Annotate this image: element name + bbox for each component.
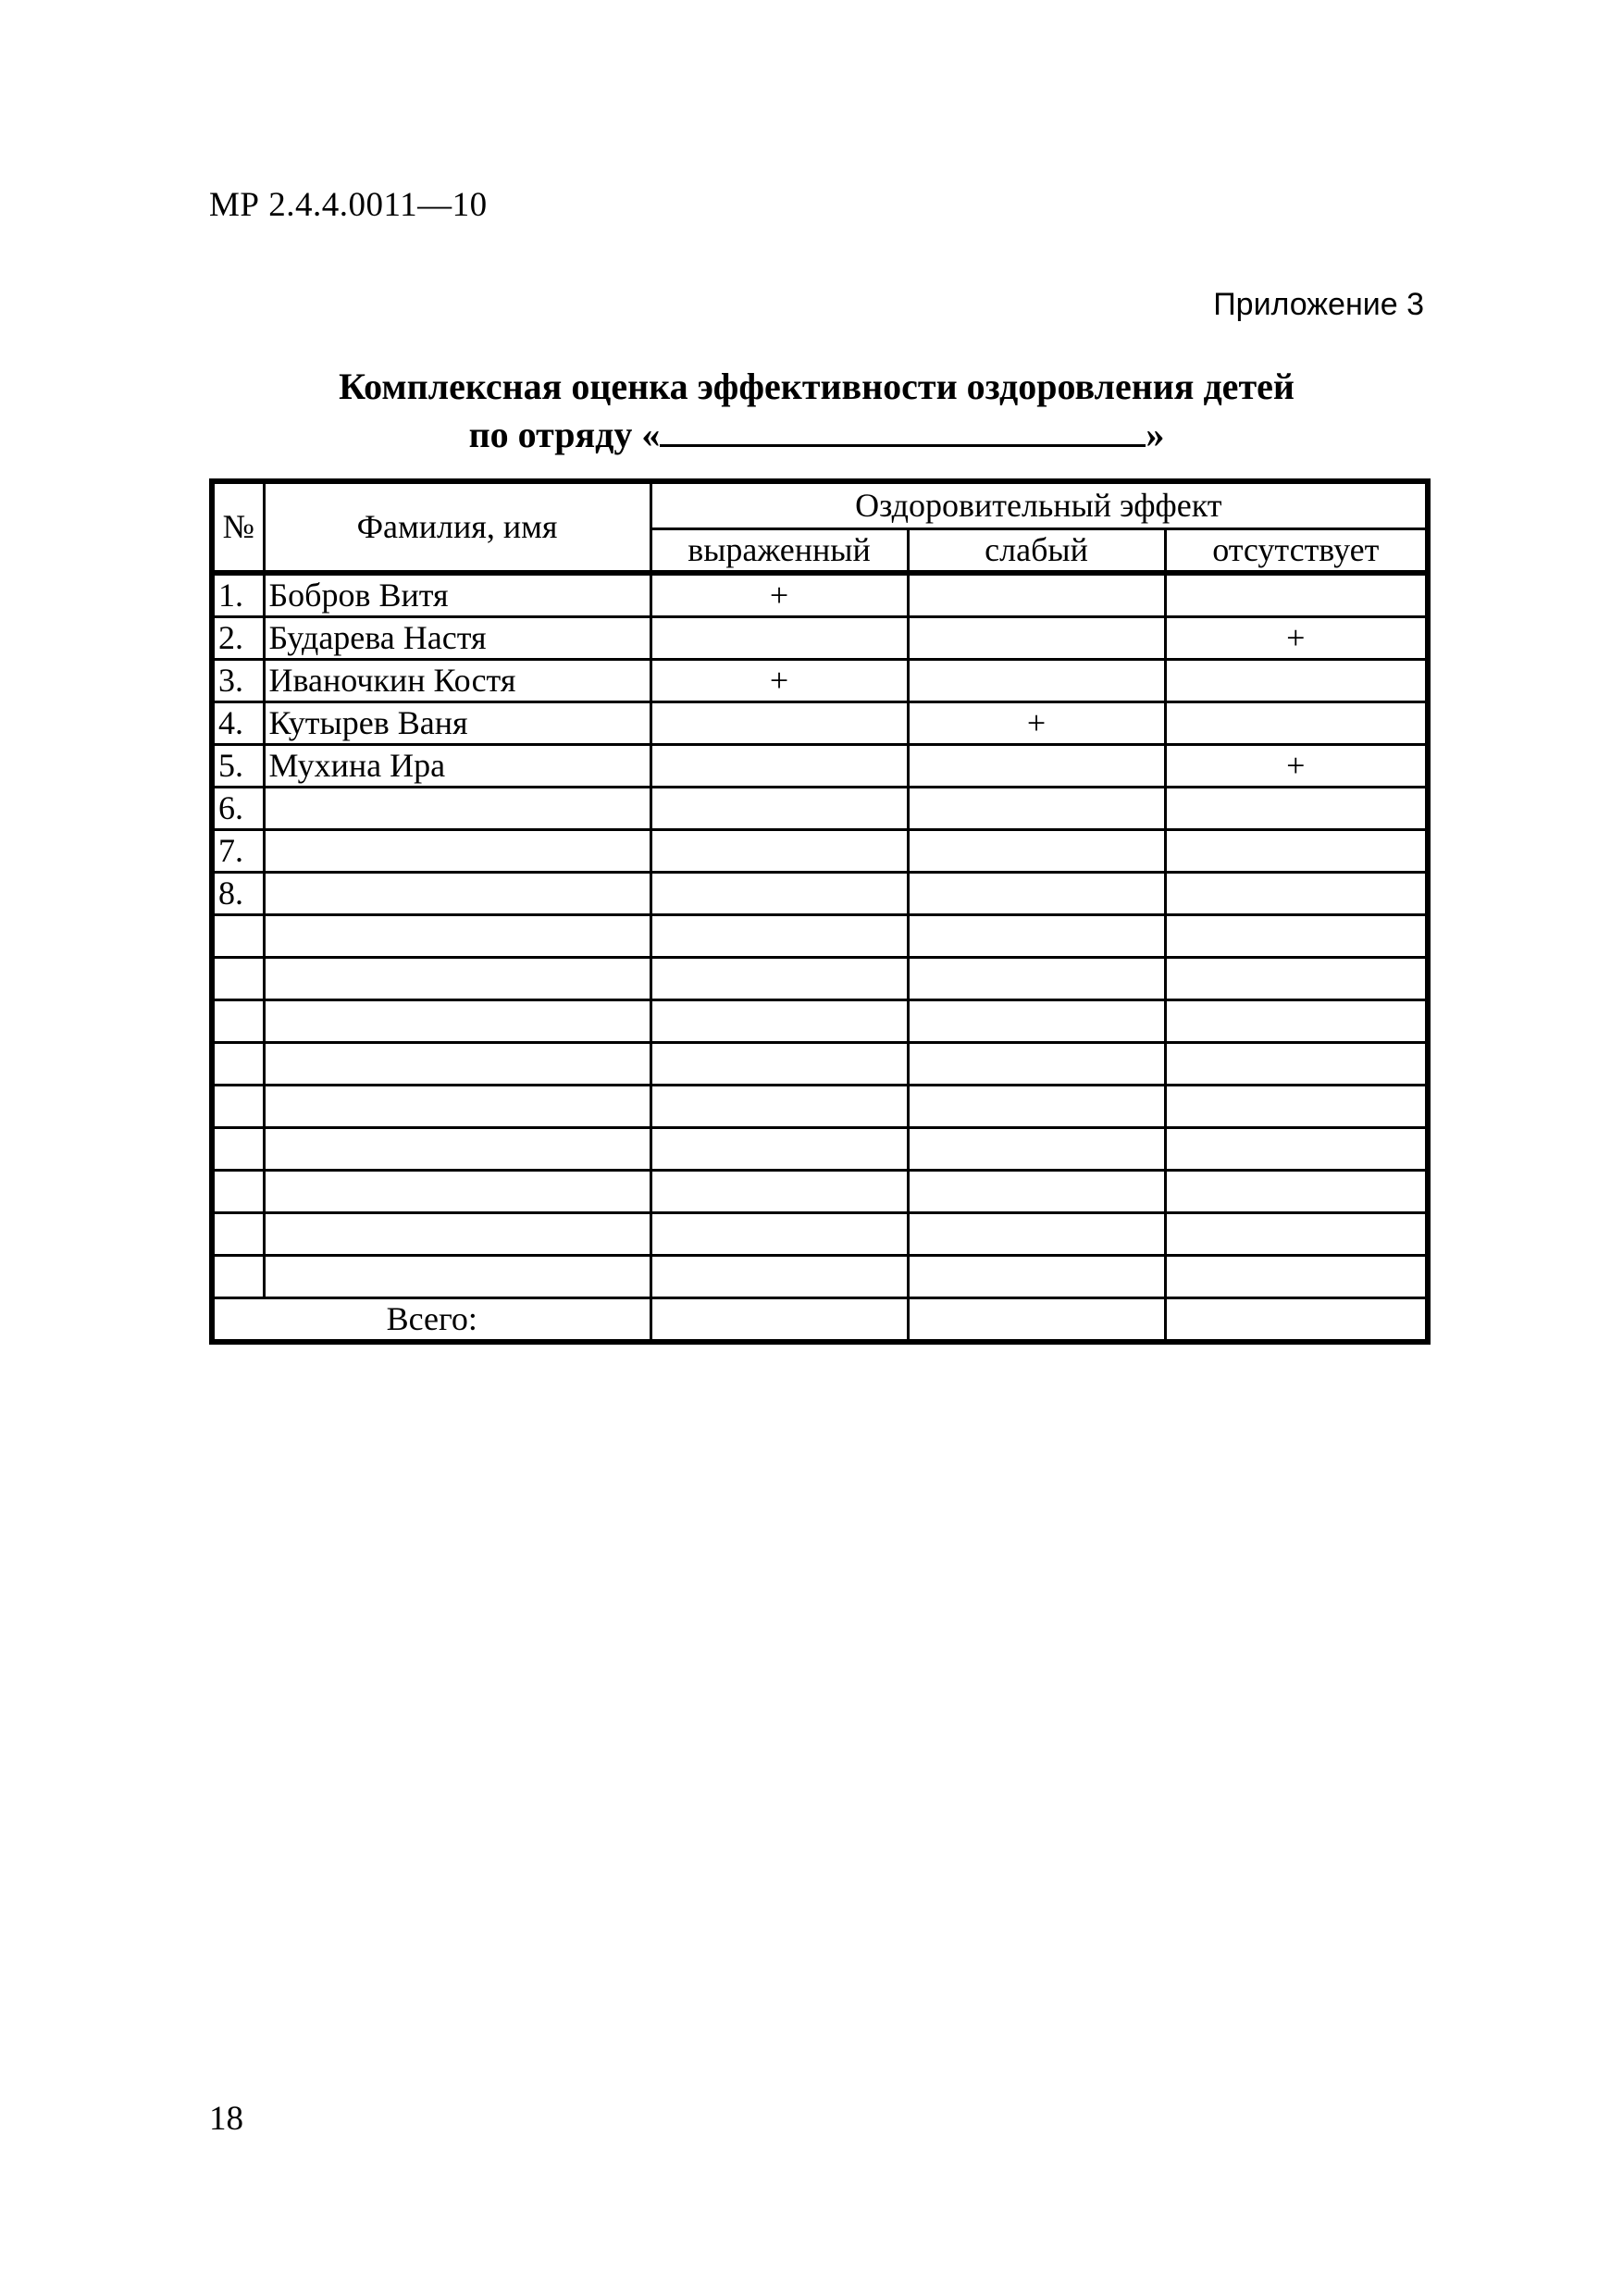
row-name[interactable] xyxy=(264,1128,650,1171)
mark-weak[interactable] xyxy=(908,660,1165,702)
evaluation-table xyxy=(209,478,1431,1345)
page-number: 18 xyxy=(209,2100,243,2138)
mark-weak[interactable] xyxy=(908,573,1165,617)
row-number xyxy=(212,1171,264,1213)
mark-weak[interactable] xyxy=(908,873,1165,915)
mark-absent[interactable] xyxy=(1165,702,1428,745)
row-name[interactable] xyxy=(264,1043,650,1086)
mark-pronounced[interactable] xyxy=(650,1213,908,1256)
table-row xyxy=(212,617,1428,660)
table-row xyxy=(212,573,1428,617)
title-prefix: по отряду « xyxy=(468,414,661,455)
row-number: 3. xyxy=(212,660,264,702)
table-row xyxy=(212,702,1428,745)
mark-pronounced[interactable]: + xyxy=(650,660,908,702)
header-absent: отсутствует xyxy=(1165,529,1428,574)
row-number xyxy=(212,1256,264,1298)
mark-pronounced[interactable] xyxy=(650,1256,908,1298)
row-name[interactable]: Мухина Ира xyxy=(264,745,650,788)
mark-absent[interactable] xyxy=(1165,915,1428,958)
header-number: № xyxy=(212,481,264,573)
row-number: 7. xyxy=(212,830,264,873)
total-pronounced[interactable] xyxy=(650,1298,908,1343)
table-row xyxy=(212,873,1428,915)
row-number: 6. xyxy=(212,788,264,830)
mark-pronounced[interactable] xyxy=(650,873,908,915)
row-name[interactable] xyxy=(264,788,650,830)
mark-weak[interactable] xyxy=(908,915,1165,958)
mark-absent[interactable] xyxy=(1165,1213,1428,1256)
mark-weak[interactable] xyxy=(908,1256,1165,1298)
mark-pronounced[interactable] xyxy=(650,1086,908,1128)
table-row xyxy=(212,1086,1428,1128)
row-name[interactable] xyxy=(264,1171,650,1213)
table-row xyxy=(212,958,1428,1000)
mark-pronounced[interactable] xyxy=(650,915,908,958)
mark-pronounced[interactable]: + xyxy=(650,573,908,617)
mark-pronounced[interactable] xyxy=(650,1043,908,1086)
table-row xyxy=(212,830,1428,873)
row-name[interactable] xyxy=(264,830,650,873)
mark-pronounced[interactable] xyxy=(650,745,908,788)
table-body xyxy=(212,573,1428,1298)
row-name[interactable] xyxy=(264,1256,650,1298)
mark-pronounced[interactable] xyxy=(650,830,908,873)
mark-absent[interactable] xyxy=(1165,788,1428,830)
table-row xyxy=(212,1128,1428,1171)
table-row xyxy=(212,1171,1428,1213)
title-line-2 xyxy=(209,411,1424,459)
mark-absent[interactable] xyxy=(1165,1171,1428,1213)
total-row xyxy=(212,1298,1428,1343)
row-number xyxy=(212,958,264,1000)
mark-absent[interactable] xyxy=(1165,958,1428,1000)
row-name[interactable] xyxy=(264,958,650,1000)
table-row xyxy=(212,1256,1428,1298)
row-name[interactable] xyxy=(264,873,650,915)
mark-weak[interactable] xyxy=(908,958,1165,1000)
total-weak[interactable] xyxy=(908,1298,1165,1343)
mark-pronounced[interactable] xyxy=(650,617,908,660)
row-number xyxy=(212,1086,264,1128)
header-pronounced: выраженный xyxy=(650,529,908,574)
mark-weak[interactable] xyxy=(908,1086,1165,1128)
mark-absent[interactable] xyxy=(1165,660,1428,702)
document-code: МР 2.4.4.0011—10 xyxy=(209,186,488,224)
row-number xyxy=(212,1043,264,1086)
header-weak: слабый xyxy=(908,529,1165,574)
table-row xyxy=(212,1000,1428,1043)
row-number xyxy=(212,1128,264,1171)
row-number: 2. xyxy=(212,617,264,660)
page-title xyxy=(209,363,1424,459)
table-row xyxy=(212,788,1428,830)
row-number xyxy=(212,1000,264,1043)
mark-weak[interactable] xyxy=(908,830,1165,873)
table-row xyxy=(212,1043,1428,1086)
mark-absent[interactable] xyxy=(1165,573,1428,617)
header-name: Фамилия, имя xyxy=(264,481,650,573)
row-number xyxy=(212,1213,264,1256)
mark-absent[interactable] xyxy=(1165,1000,1428,1043)
mark-pronounced[interactable] xyxy=(650,1128,908,1171)
row-name[interactable] xyxy=(264,1086,650,1128)
mark-absent[interactable] xyxy=(1165,1086,1428,1128)
mark-weak[interactable] xyxy=(908,1128,1165,1171)
row-name[interactable]: Кутырев Ваня xyxy=(264,702,650,745)
appendix-label: Приложение 3 xyxy=(1213,287,1424,322)
row-name[interactable] xyxy=(264,1213,650,1256)
row-number xyxy=(212,915,264,958)
row-number: 1. xyxy=(212,573,264,617)
total-label: Всего: xyxy=(212,1298,650,1343)
mark-pronounced[interactable] xyxy=(650,788,908,830)
squad-name-blank[interactable] xyxy=(660,415,1146,447)
mark-weak[interactable]: + xyxy=(908,702,1165,745)
row-name[interactable] xyxy=(264,915,650,958)
title-suffix: » xyxy=(1146,414,1165,455)
mark-weak[interactable] xyxy=(908,788,1165,830)
mark-weak[interactable] xyxy=(908,1000,1165,1043)
header-effect: Оздоровительный эффект xyxy=(650,481,1428,529)
table-row xyxy=(212,1213,1428,1256)
mark-weak[interactable] xyxy=(908,745,1165,788)
row-name[interactable]: Бобров Витя xyxy=(264,573,650,617)
mark-pronounced[interactable] xyxy=(650,1000,908,1043)
mark-absent[interactable] xyxy=(1165,1043,1428,1086)
row-number: 4. xyxy=(212,702,264,745)
mark-weak[interactable] xyxy=(908,1043,1165,1086)
mark-absent[interactable] xyxy=(1165,873,1428,915)
mark-pronounced[interactable] xyxy=(650,1171,908,1213)
row-number: 8. xyxy=(212,873,264,915)
mark-weak[interactable] xyxy=(908,1171,1165,1213)
mark-absent[interactable]: + xyxy=(1165,745,1428,788)
row-name[interactable]: Иваночкин Костя xyxy=(264,660,650,702)
title-line-1: Комплексная оценка эффективности оздоровления детей xyxy=(339,366,1295,407)
mark-absent[interactable] xyxy=(1165,1256,1428,1298)
table-row xyxy=(212,745,1428,788)
mark-pronounced[interactable] xyxy=(650,702,908,745)
mark-absent[interactable] xyxy=(1165,830,1428,873)
table-row xyxy=(212,660,1428,702)
mark-absent[interactable] xyxy=(1165,1128,1428,1171)
mark-weak[interactable] xyxy=(908,617,1165,660)
row-name[interactable]: Бударева Настя xyxy=(264,617,650,660)
mark-weak[interactable] xyxy=(908,1213,1165,1256)
row-name[interactable] xyxy=(264,1000,650,1043)
mark-absent[interactable]: + xyxy=(1165,617,1428,660)
mark-pronounced[interactable] xyxy=(650,958,908,1000)
table-row xyxy=(212,915,1428,958)
total-absent[interactable] xyxy=(1165,1298,1428,1343)
row-number: 5. xyxy=(212,745,264,788)
